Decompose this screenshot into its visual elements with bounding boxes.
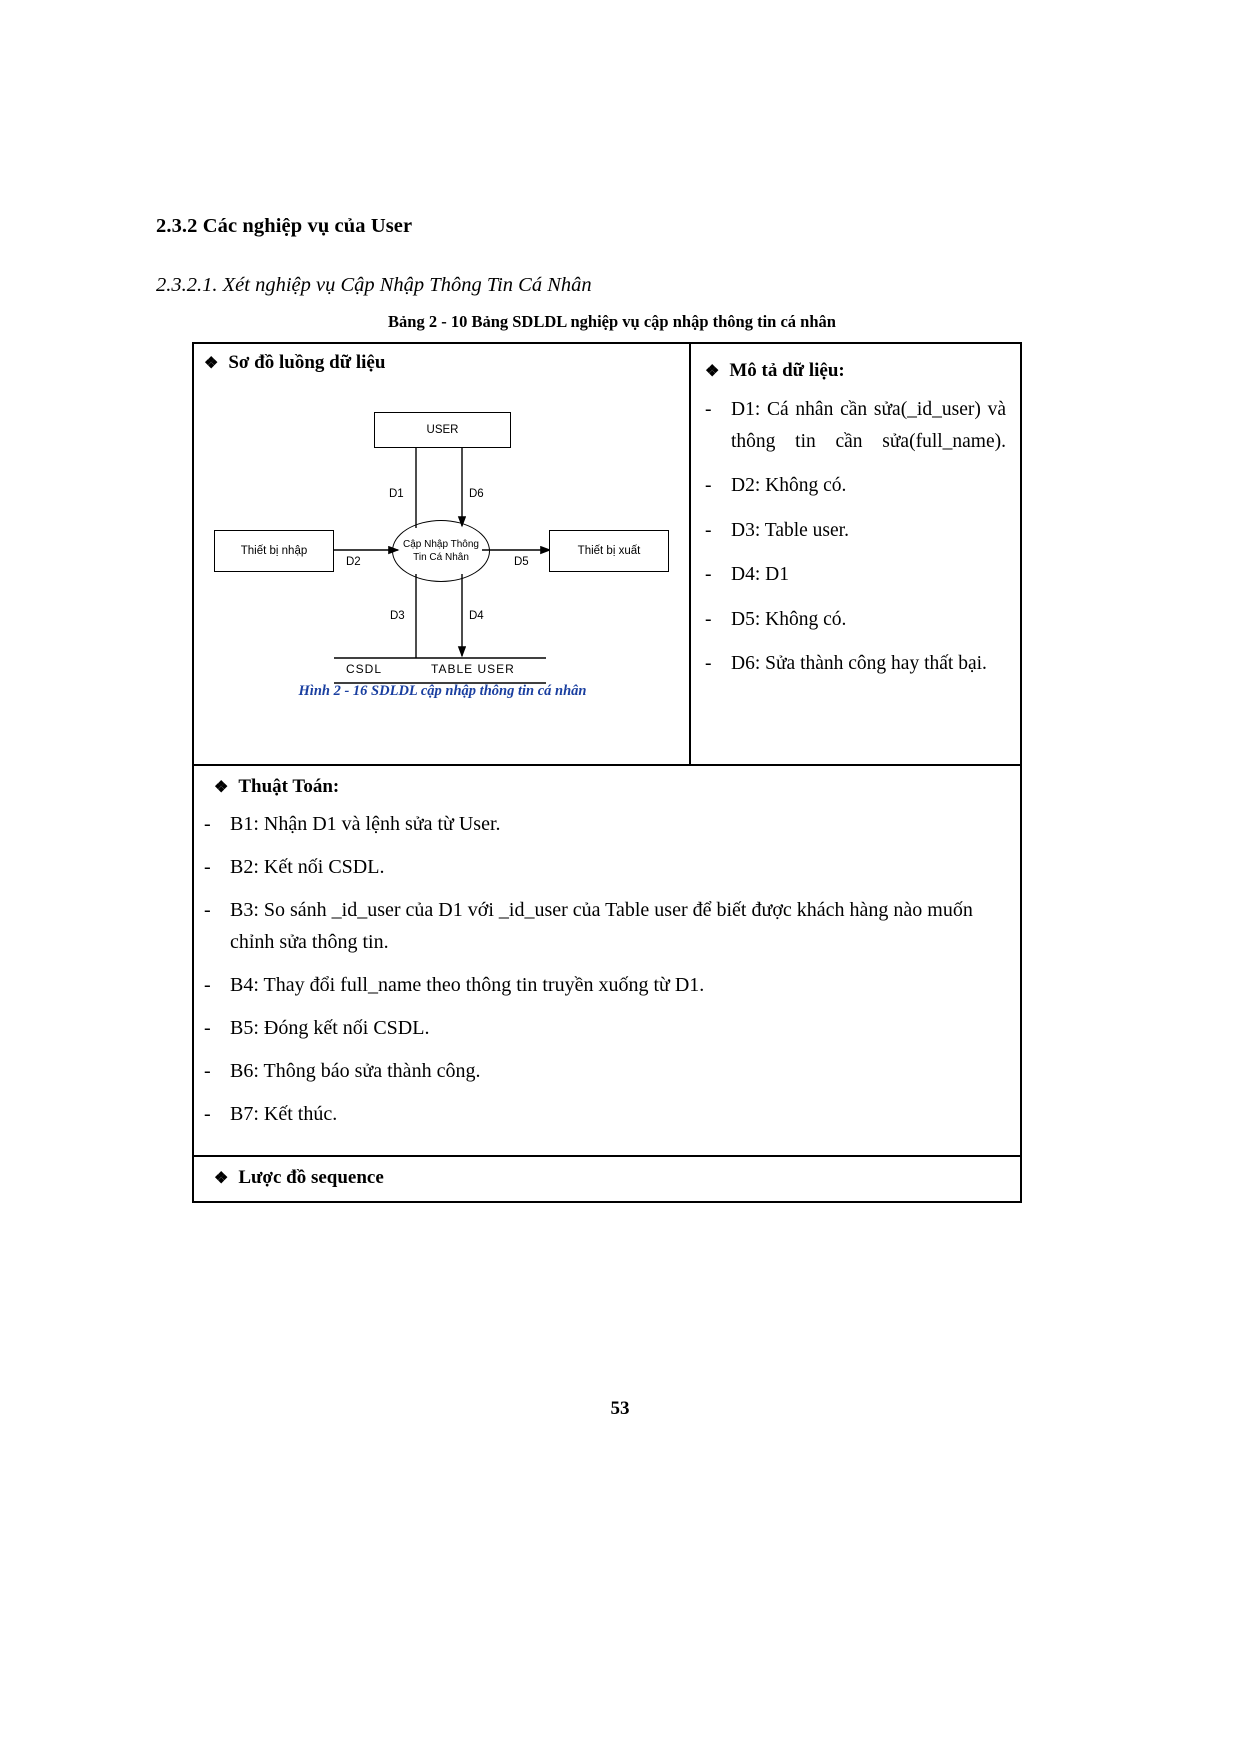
list-item (204, 808, 1004, 840)
data-description-d6: D6: Sửa thành công hay thất bại. (731, 653, 987, 675)
list-item (705, 648, 1006, 680)
data-description-d3: D3: Table user. (731, 519, 849, 541)
flow-label-d3: D3 (390, 610, 405, 622)
right-cell-heading (705, 352, 1006, 382)
algorithm-step-b2: B2: Kết nối CSDL. (230, 856, 385, 878)
list-item (204, 1055, 1004, 1087)
algorithm-step-b5: B5: Đóng kết nối CSDL. (230, 1017, 430, 1039)
data-description-cell (691, 344, 1020, 764)
sequence-heading (204, 1167, 1004, 1189)
dash-marker: - (204, 813, 211, 835)
data-description-d2: D2: Không có. (731, 475, 847, 497)
external-entity-output-device (549, 530, 669, 572)
diamond-bullet-icon: ❖ (204, 355, 219, 372)
dash-marker: - (705, 564, 712, 586)
algorithm-step-b4: B4: Thay đổi full_name theo thông tin truyền xuống từ D1. (230, 974, 705, 996)
dash-marker: - (204, 899, 211, 921)
list-item (204, 851, 1004, 883)
list-item (204, 969, 1004, 1001)
sequence-cell (194, 1157, 1020, 1201)
dash-marker: - (705, 519, 712, 541)
flow-label-d6: D6 (469, 488, 484, 500)
left-cell-heading (194, 344, 689, 374)
dash-marker: - (204, 1017, 211, 1039)
sequence-title: Lược đồ sequence (238, 1167, 384, 1188)
list-item (705, 604, 1006, 636)
diamond-bullet-icon: ❖ (705, 363, 720, 380)
algorithm-cell (194, 766, 1020, 1157)
table-row (194, 344, 1020, 766)
algorithm-step-b7: B7: Kết thúc. (230, 1103, 338, 1125)
page-heading-subsection: 2.3.2.1. Xét nghiệp vụ Cập Nhập Thông Tin Cá Nhân (156, 274, 592, 296)
right-cell-title: Mô tả dữ liệu: (729, 360, 845, 381)
flow-label-d1: D1 (389, 488, 404, 500)
dash-marker: - (705, 475, 712, 497)
external-entity-user (374, 412, 511, 448)
external-entity-input-device (214, 530, 334, 572)
page-heading-section: 2.3.2 Các nghiệp vụ của User (156, 215, 413, 237)
list-item (204, 894, 1004, 958)
data-store-label-table-user: TABLE USER (431, 662, 515, 676)
algorithm-heading (204, 774, 1004, 798)
diamond-bullet-icon: ❖ (214, 1170, 229, 1187)
list-item (705, 470, 1006, 502)
data-store-label-csdl: CSDL (346, 662, 383, 676)
algorithm-title: Thuật Toán: (238, 776, 340, 797)
data-description-d5: D5: Không có. (731, 608, 847, 630)
external-entity-user-label: USER (426, 423, 459, 436)
diamond-bullet-icon: ❖ (214, 779, 229, 796)
left-cell-title: Sơ đồ luồng dữ liệu (228, 352, 386, 373)
dash-marker: - (705, 653, 712, 675)
list-item (705, 394, 1006, 457)
dash-marker: - (204, 1060, 211, 1082)
table-caption: Bảng 2 - 10 Bảng SDLDL nghiệp vụ cập nhập thông tin cá nhân (388, 312, 836, 331)
algorithm-step-b3: B3: So sánh _id_user của D1 với _id_user của Table user để biết được khách hàng nào muốn chỉnh sửa thông tin. (230, 899, 973, 953)
data-description-d4: D4: D1 (731, 564, 789, 586)
figure-caption: Hình 2 - 16 SDLDL cập nhập thông tin cá nhân (298, 683, 587, 699)
data-flow-diagram-cell (194, 344, 691, 764)
flow-label-d4: D4 (469, 610, 484, 622)
list-item (204, 1012, 1004, 1044)
dash-marker: - (705, 399, 712, 420)
dash-marker: - (204, 856, 211, 878)
list-item (705, 515, 1006, 547)
list-item (705, 559, 1006, 591)
dash-marker: - (705, 608, 712, 630)
flow-label-d5: D5 (514, 556, 529, 568)
data-description-list (705, 394, 1006, 680)
external-entity-input-device-label: Thiết bị nhập (240, 544, 308, 557)
external-entity-output-device-label: Thiết bị xuất (577, 544, 641, 557)
process-node-label: Cập Nhập Thông Tin Cá Nhân (403, 539, 479, 563)
process-node (392, 520, 490, 582)
sdldl-table (192, 342, 1022, 1203)
algorithm-steps-list (204, 808, 1004, 1130)
algorithm-step-b6: B6: Thông báo sửa thành công. (230, 1060, 481, 1082)
dash-marker: - (204, 1103, 211, 1125)
dash-marker: - (204, 974, 211, 996)
list-item (204, 1098, 1004, 1130)
algorithm-step-b1: B1: Nhận D1 và lệnh sửa từ User. (230, 813, 501, 835)
flow-label-d2: D2 (346, 556, 361, 568)
dfd-diagram (194, 378, 691, 718)
data-description-d1: D1: Cá nhân cần sửa(_id_user) và thông tin cần sửa(full_name). (731, 399, 1006, 452)
page-number: 53 (610, 1398, 630, 1419)
